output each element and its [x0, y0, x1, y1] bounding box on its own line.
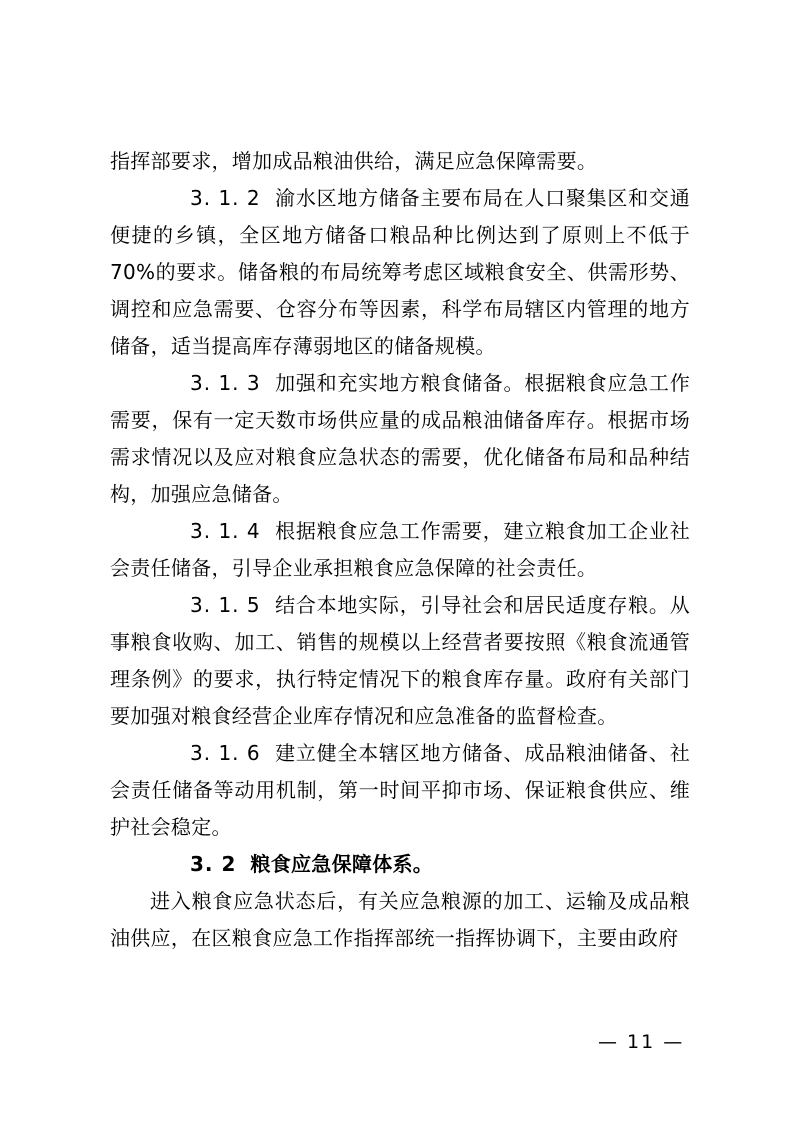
- section-number: 3. 1. 6: [190, 741, 261, 765]
- document-body: [110, 143, 690, 957]
- section-number: 3. 1. 4: [190, 519, 261, 543]
- section-number: 3. 1. 3: [190, 371, 261, 395]
- paragraph-3-2-body: [110, 883, 690, 957]
- paragraph-text: 指挥部要求，增加成品粮油供给，满足应急保障需要。: [110, 149, 598, 173]
- paragraph-3-1-2: [110, 180, 690, 365]
- paragraph-text: 根据粮食应急工作需要，建立粮食加工企业社会责任储备，引导企业承担粮食应急保障的社会责任。: [110, 519, 690, 580]
- paragraph-3-1-5: [110, 587, 690, 735]
- paragraph-text: 结合本地实际，引导社会和居民适度存粮。从事粮食收购、加工、销售的规模以上经营者要按照《粮食流通管理条例》的要求，执行特定情况下的粮食库存量。政府有关部门要加强对粮食经营企业库存情况和应急准备的监督检查。: [110, 593, 690, 728]
- paragraph-text: 加强和充实地方粮食储备。根据粮食应急工作需要，保有一定天数市场供应量的成品粮油储备库存。根据市场需求情况以及应对粮食应急状态的需要，优化储备布局和品种结构，加强应急储备。: [110, 371, 690, 506]
- section-number: 3. 1. 2: [190, 186, 261, 210]
- page-number: — 11 —: [598, 1031, 685, 1053]
- heading-text: 粮食应急保障体系。: [250, 852, 434, 876]
- section-number: 3. 1. 5: [190, 593, 261, 617]
- paragraph-text: 进入粮食应急状态后，有关应急粮源的加工、运输及成品粮油供应，在区粮食应急工作指挥部统一指挥协调下，主要由政府: [110, 889, 690, 950]
- paragraph-text: 建立健全本辖区地方储备、成品粮油储备、社会责任储备等动用机制，第一时间平抑市场、保证粮食供应、维护社会稳定。: [110, 741, 690, 839]
- paragraph-continuation: [110, 143, 690, 180]
- paragraph-text: 渝水区地方储备主要布局在人口聚集区和交通便捷的乡镇，全区地方储备口粮品种比例达到了原则上不低于 70%的要求。储备粮的布局统筹考虑区域粮食安全、供需形势、调控和应急需要、仓容分布等因素，科学布局辖区内管理的地方储备，适当提高库存薄弱地区的储备规模。: [110, 186, 690, 358]
- paragraph-3-1-3: [110, 365, 690, 513]
- paragraph-3-1-6: [110, 735, 690, 846]
- section-heading-3-2: [110, 846, 690, 883]
- paragraph-3-1-4: [110, 513, 690, 587]
- heading-number: 3. 2: [190, 852, 237, 876]
